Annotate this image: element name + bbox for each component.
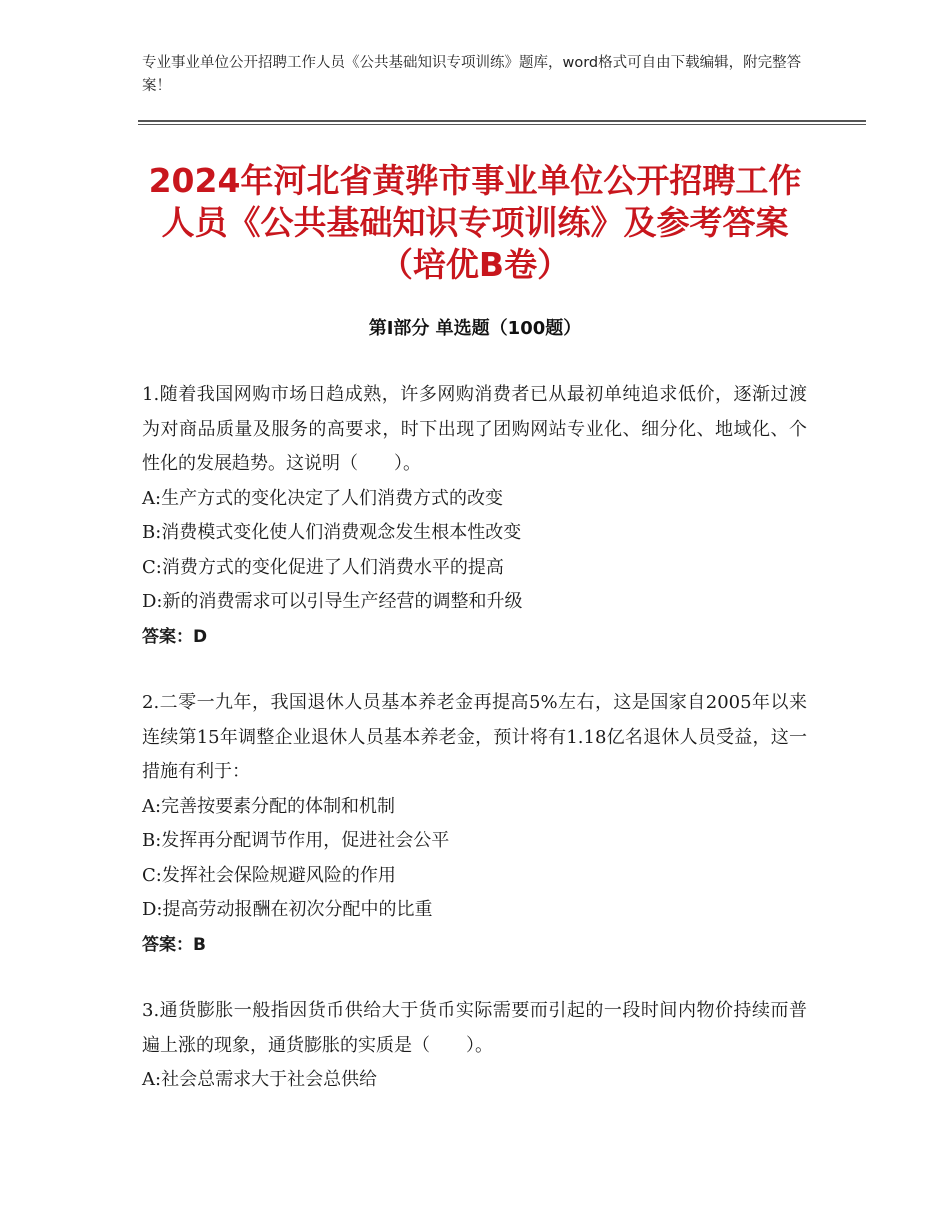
question-stem: 1.随着我国网购市场日趋成熟，许多网购消费者已从最初单纯追求低价，逐渐过渡为对商品质量及服务的高要求，时下出现了团购网站专业化、细分化、地域化、个性化的发展趋势。这说明（ ）。 [142, 384, 807, 474]
answer-line: 答案：D [142, 626, 208, 647]
option-d: D:提高劳动报酬在初次分配中的比重 [142, 899, 433, 920]
title-line-2: 人员《公共基础知识专项训练》及参考答案 [161, 203, 789, 242]
question-2 [142, 686, 807, 962]
title-line-3: （培优B卷） [379, 245, 571, 284]
option-c: C:发挥社会保险规避风险的作用 [142, 864, 396, 886]
title-line-1: 2024年河北省黄骅市事业单位公开招聘工作 [148, 161, 802, 200]
question-stem: 2.二零一九年，我国退休人员基本养老金再提高5%左右，这是国家自2005年以来连续第15年调整企业退休人员基本养老金，预计将有1.18亿名退休人员受益，这一措施有利于： [142, 692, 807, 782]
header-rule-top [138, 120, 866, 122]
option-c: C:消费方式的变化促进了人们消费水平的提高 [142, 556, 504, 578]
header-rule-bottom [138, 124, 866, 125]
document-title [100, 160, 850, 286]
header-note: 专业事业单位公开招聘工作人员《公共基础知识专项训练》题库，word格式可自由下载编辑，附完整答案！ [142, 55, 802, 94]
question-stem: 3.通货膨胀一般指因货币供给大于货币实际需要而引起的一段时间内物价持续而普遍上涨的现象，通货膨胀的实质是（ ）。 [142, 1000, 807, 1056]
option-b: B:发挥再分配调节作用，促进社会公平 [142, 830, 450, 851]
question-3 [142, 994, 807, 1098]
option-a: A:生产方式的变化决定了人们消费方式的改变 [142, 487, 504, 509]
question-1 [142, 378, 807, 654]
answer-line: 答案：B [142, 934, 206, 955]
option-a: A:社会总需求大于社会总供给 [142, 1069, 378, 1090]
option-d: D:新的消费需求可以引导生产经营的调整和升级 [142, 591, 523, 612]
section-heading: 第Ⅰ部分 单选题（100题） [368, 318, 582, 339]
option-b: B:消费模式变化使人们消费观念发生根本性改变 [142, 522, 522, 543]
option-a: A:完善按要素分配的体制和机制 [142, 795, 396, 817]
